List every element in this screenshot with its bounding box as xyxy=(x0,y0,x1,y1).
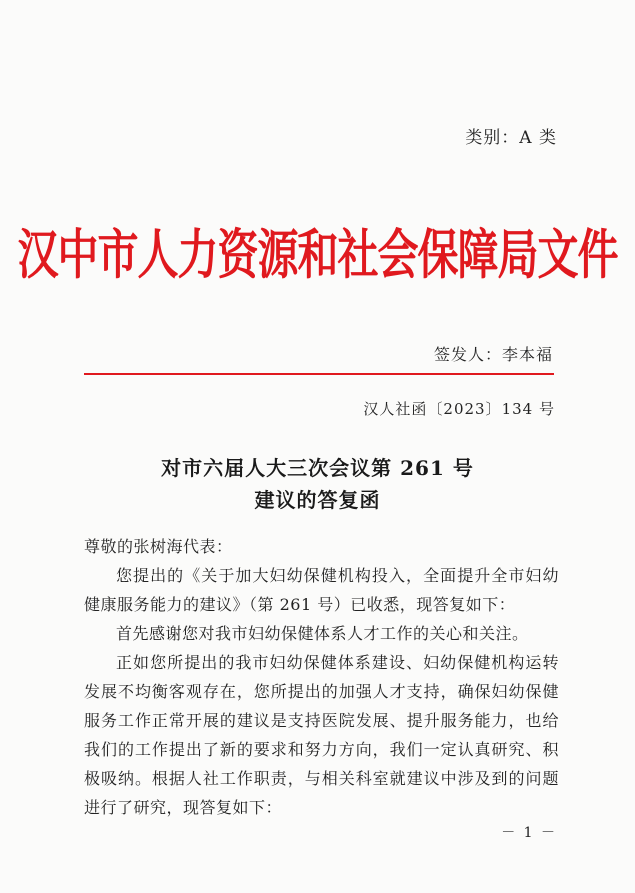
body-text xyxy=(84,532,559,822)
category-label: 类别：A 类 xyxy=(465,128,557,148)
red-separator-line xyxy=(84,373,554,375)
issuing-authority-header: 汉中市人力资源和社会保障局文件 xyxy=(17,223,618,287)
document-number: 汉人社函〔2023〕134 号 xyxy=(363,400,555,418)
title-line-2: 建议的答复函 xyxy=(254,488,381,512)
salutation: 尊敬的张树海代表： xyxy=(84,537,233,556)
page-number: － 1 － xyxy=(501,825,557,841)
paragraph-1: 您提出的《关于加大妇幼保健机构投入，全面提升全市妇幼健康服务能力的建议》（第 261 号）已收悉，现答复如下： xyxy=(84,566,559,614)
title-line-1: 对市六届人大三次会议第 261 号 xyxy=(161,456,474,480)
paragraph-2: 首先感谢您对我市妇幼保健体系人才工作的关心和关注。 xyxy=(116,624,529,643)
signer-line: 签发人：李本福 xyxy=(433,345,553,364)
paragraph-3: 正如您所提出的我市妇幼保健体系建设、妇幼保健机构运转发展不均衡客观存在，您所提出的加强人才支持，确保妇幼保健服务工作正常开展的建议是支持医院发展、提升服务能力，也给我们的工作提出了新的要求和努力方向，我们一定认真研究、积极吸纳。根据人社工作职责，与相关科室就建议中涉及到的问题进行了研究，现答复如下： xyxy=(84,653,559,817)
document-title xyxy=(0,452,635,516)
